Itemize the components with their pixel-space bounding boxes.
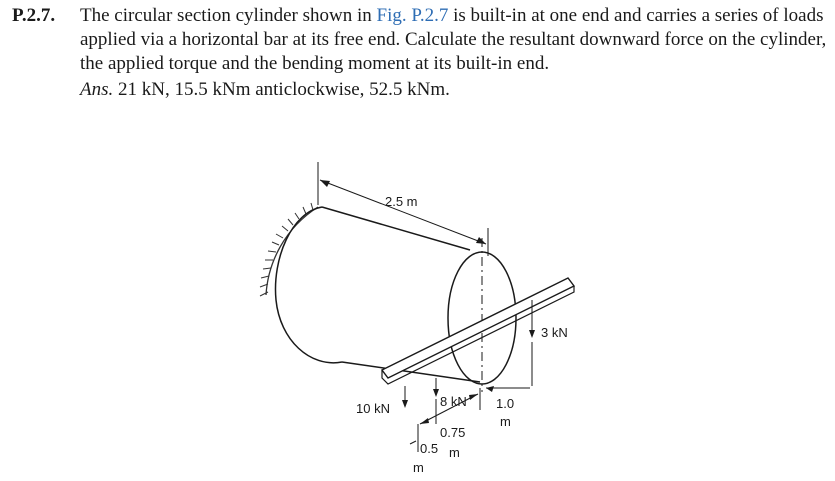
answer-text: 21 kN, 15.5 kNm anticlockwise, 52.5 kNm. [113, 79, 450, 100]
figure-reference-link[interactable]: Fig. P.2.7 [376, 5, 449, 26]
problem-line-1-tail: is built-in at one end and carries a series of loads [448, 5, 824, 26]
length-dimension [318, 162, 488, 256]
load-3kn-label: 3 kN [541, 325, 568, 340]
dim-0-5-unit: m [413, 460, 424, 475]
load-arrow-3kn [529, 300, 535, 386]
dim-1-0-label: 1.0 [496, 396, 515, 411]
problem-line-3: the applied torque and the bending moment at its built-in end. [80, 53, 550, 74]
dim-0-5-label: 0.5 [420, 441, 439, 456]
dim-0-75-unit: m [449, 445, 460, 460]
cylinder-body [275, 207, 516, 384]
problem-line-1-head: The circular section cylinder shown in [80, 5, 377, 26]
wall-hatching [260, 203, 318, 296]
load-10kn-label: 10 kN [356, 401, 390, 416]
load-8kn-label: 8 kN [440, 394, 467, 409]
dim-1-0-unit: m [500, 414, 511, 429]
problem-line-2: applied via a horizontal bar at its free end. Calculate the resultant downward force on the cylinder, [80, 29, 827, 50]
problem-number: P.2.7. [12, 5, 56, 26]
dim-0-75-label: 0.75 [440, 425, 466, 440]
answer-label: Ans. [80, 79, 114, 100]
length-label: 2.5 m [385, 194, 418, 209]
load-arrow-10kn [402, 386, 408, 408]
